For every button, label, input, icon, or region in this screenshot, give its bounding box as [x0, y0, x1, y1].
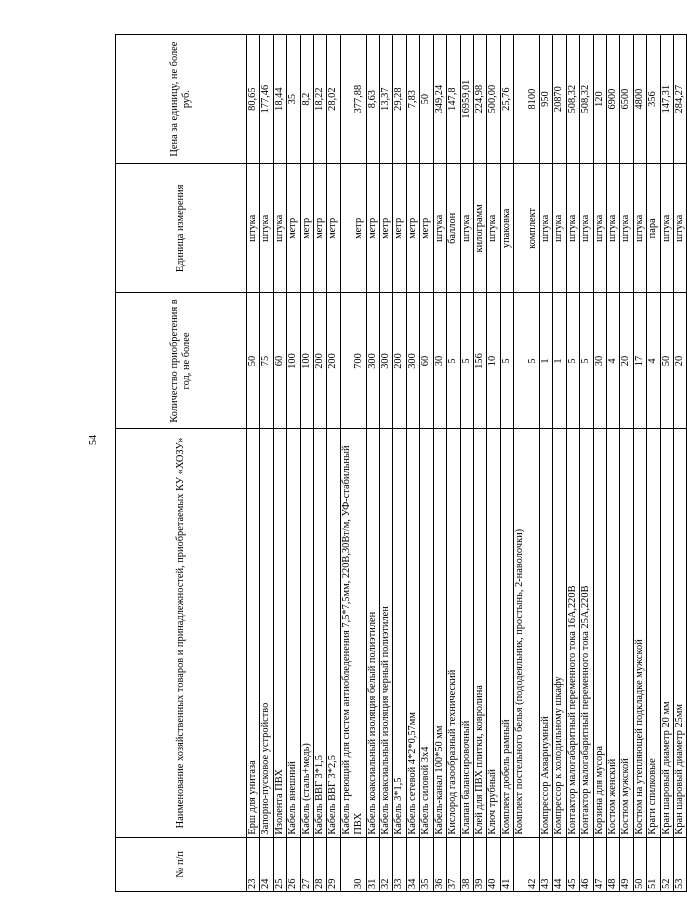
cell-name: Клапан балансировочный [460, 429, 473, 837]
table-row [300, 35, 313, 892]
cell-price: 349,24 [433, 35, 446, 164]
table-row [420, 35, 433, 892]
cell-price: 8,63 [366, 35, 379, 164]
table-row [433, 35, 446, 892]
cell-price: 8100 [514, 35, 540, 164]
cell-quantity: 1 [539, 293, 552, 429]
cell-number: 47 [593, 837, 606, 891]
cell-number: 49 [620, 837, 633, 891]
table-row [539, 35, 552, 892]
cell-name: Компрессор к холодильному шкафу [553, 429, 566, 837]
cell-number: 32 [380, 837, 393, 891]
table-row [487, 35, 500, 892]
cell-price: 500,00 [487, 35, 500, 164]
cell-quantity: 60 [420, 293, 433, 429]
cell-price: 356 [647, 35, 660, 164]
cell-name: Костюм мужской [620, 429, 633, 837]
cell-number: 46 [580, 837, 593, 891]
cell-price: 50 [420, 35, 433, 164]
cell-quantity: 5 [514, 293, 540, 429]
cell-unit: штука [580, 164, 593, 293]
page-number: 54 [88, 435, 99, 445]
cell-name: Краги спилковые [647, 429, 660, 837]
cell-number: 29 [327, 837, 340, 891]
cell-price: 8,2 [300, 35, 313, 164]
cell-name: Кабель-канал 100*50 мм [433, 429, 446, 837]
cell-name: Контактор малогабаритный переменного тока 16А,220В [566, 429, 579, 837]
header-price: Цена за единицу, не более руб. [116, 35, 247, 164]
cell-name: Кабель (сталь+медь) [300, 429, 313, 837]
cell-name: Кран шаровый диаметр 20 мм [660, 429, 673, 837]
cell-quantity: 50 [660, 293, 673, 429]
cell-quantity: 60 [273, 293, 286, 429]
cell-price: 950 [539, 35, 552, 164]
cell-number: 44 [553, 837, 566, 891]
cell-name: Контактор малогабаритный переменного тока 25А,220В [580, 429, 593, 837]
cell-price: 6900 [606, 35, 619, 164]
cell-price: 508,32 [580, 35, 593, 164]
cell-name: Корзина для мусора [593, 429, 606, 837]
cell-unit: метр [340, 164, 366, 293]
table-row [447, 35, 460, 892]
cell-number: 41 [500, 837, 513, 891]
cell-unit: штука [566, 164, 579, 293]
cell-unit: штука [606, 164, 619, 293]
cell-unit: килограмм [473, 164, 486, 293]
cell-price: 508,32 [566, 35, 579, 164]
cell-name: Компрессор Аквариумный [539, 429, 552, 837]
cell-unit: штука [553, 164, 566, 293]
cell-quantity: 5 [566, 293, 579, 429]
cell-name: Костюм женский [606, 429, 619, 837]
cell-number: 42 [514, 837, 540, 891]
cell-number: 45 [566, 837, 579, 891]
cell-number: 27 [300, 837, 313, 891]
cell-price: 28,02 [327, 35, 340, 164]
cell-number: 43 [539, 837, 552, 891]
cell-quantity: 30 [433, 293, 446, 429]
cell-price: 177,46 [260, 35, 273, 164]
cell-price: 6500 [620, 35, 633, 164]
cell-unit: баллон [447, 164, 460, 293]
cell-quantity: 300 [366, 293, 379, 429]
cell-quantity: 200 [314, 293, 327, 429]
cell-price: 18,22 [314, 35, 327, 164]
cell-number: 31 [366, 837, 379, 891]
cell-unit: штука [487, 164, 500, 293]
cell-number: 34 [406, 837, 419, 891]
cell-unit: метр [314, 164, 327, 293]
cell-price: 80,65 [247, 35, 260, 164]
cell-unit: метр [300, 164, 313, 293]
cell-unit: метр [393, 164, 406, 293]
cell-unit: штука [539, 164, 552, 293]
cell-unit: метр [287, 164, 300, 293]
table-row [580, 35, 593, 892]
cell-price: 29,28 [393, 35, 406, 164]
table-row [287, 35, 300, 892]
cell-name: Кабель коаксиальный изоляция черный полиэтилен [380, 429, 393, 837]
table-row [247, 35, 260, 892]
table-row [606, 35, 619, 892]
cell-price: 377,88 [340, 35, 366, 164]
cell-name: Ключ трубный [487, 429, 500, 837]
cell-quantity: 50 [247, 293, 260, 429]
cell-quantity: 20 [673, 293, 686, 429]
cell-quantity: 20 [620, 293, 633, 429]
cell-name: Изолента ПВХ [273, 429, 286, 837]
cell-price: 18,44 [273, 35, 286, 164]
cell-number: 53 [673, 837, 686, 891]
cell-quantity: 5 [447, 293, 460, 429]
cell-price: 147,31 [660, 35, 673, 164]
table-row [327, 35, 340, 892]
cell-name: Ерш для унитаза [247, 429, 260, 837]
cell-name: Кабель 3*1,5 [393, 429, 406, 837]
table-row [500, 35, 513, 892]
cell-quantity: 5 [580, 293, 593, 429]
cell-name: Костюм на утепляющей подкладке мужской [633, 429, 646, 837]
cell-number: 30 [340, 837, 366, 891]
cell-number: 37 [447, 837, 460, 891]
cell-quantity: 300 [406, 293, 419, 429]
goods-table [115, 34, 687, 892]
cell-name: Клей для ПВХ плитки, ковролина [473, 429, 486, 837]
cell-quantity: 5 [460, 293, 473, 429]
cell-unit: штука [620, 164, 633, 293]
cell-price: 120 [593, 35, 606, 164]
cell-price: 7,83 [406, 35, 419, 164]
header-unit: Единица измерения [116, 164, 247, 293]
cell-number: 26 [287, 837, 300, 891]
cell-unit: упаковка [500, 164, 513, 293]
cell-quantity: 300 [380, 293, 393, 429]
table-row [260, 35, 273, 892]
cell-name: Кабель коаксиальный изоляция белый полиэтилен [366, 429, 379, 837]
table-row [633, 35, 646, 892]
cell-price: 35 [287, 35, 300, 164]
table-row [380, 35, 393, 892]
table-row [660, 35, 673, 892]
cell-number: 38 [460, 837, 473, 891]
cell-number: 48 [606, 837, 619, 891]
cell-unit: штука [593, 164, 606, 293]
cell-name: Кабель ВВГ 3*2,5 [327, 429, 340, 837]
cell-quantity: 200 [327, 293, 340, 429]
cell-name: Кабель греющий для систем антиобледенения 7,5*7,5мм, 220В,30Вт/м, УФ-стабильный ПВХ [340, 429, 366, 837]
cell-number: 39 [473, 837, 486, 891]
table-row [647, 35, 660, 892]
cell-unit: штука [260, 164, 273, 293]
table-row [673, 35, 686, 892]
cell-price: 13,37 [380, 35, 393, 164]
cell-name: Кабель сетевой 4*2*0,57мм [406, 429, 419, 837]
cell-quantity: 700 [340, 293, 366, 429]
cell-number: 33 [393, 837, 406, 891]
table-row [593, 35, 606, 892]
cell-number: 40 [487, 837, 500, 891]
cell-name: Кабель силовой 3х4 [420, 429, 433, 837]
cell-number: 23 [247, 837, 260, 891]
cell-number: 28 [314, 837, 327, 891]
cell-number: 51 [647, 837, 660, 891]
cell-quantity: 1 [553, 293, 566, 429]
cell-number: 35 [420, 837, 433, 891]
cell-quantity: 4 [647, 293, 660, 429]
table-row [473, 35, 486, 892]
cell-quantity: 100 [300, 293, 313, 429]
table-header-row [116, 35, 247, 892]
header-quantity: Количество приобретения в год, не более [116, 293, 247, 429]
cell-name: Кислород газообразный технический [447, 429, 460, 837]
cell-unit: штука [633, 164, 646, 293]
cell-unit: метр [366, 164, 379, 293]
cell-quantity: 75 [260, 293, 273, 429]
table-row [620, 35, 633, 892]
rotated-page [115, 34, 685, 892]
cell-quantity: 17 [633, 293, 646, 429]
table-row [406, 35, 419, 892]
table-row [366, 35, 379, 892]
cell-price: 284,27 [673, 35, 686, 164]
cell-name: Комплект дюбель рамный [500, 429, 513, 837]
cell-quantity: 10 [487, 293, 500, 429]
cell-unit: штука [247, 164, 260, 293]
cell-unit: пара [647, 164, 660, 293]
cell-name: Запорно-пусковое устройство [260, 429, 273, 837]
table-row [393, 35, 406, 892]
cell-quantity: 100 [287, 293, 300, 429]
table-row [553, 35, 566, 892]
cell-name: Кабель ВВГ 3*1,5 [314, 429, 327, 837]
cell-unit: метр [420, 164, 433, 293]
table-row [340, 35, 366, 892]
cell-quantity: 30 [593, 293, 606, 429]
cell-price: 147,8 [447, 35, 460, 164]
cell-number: 25 [273, 837, 286, 891]
cell-unit: комплект [514, 164, 540, 293]
table-row [514, 35, 540, 892]
cell-name: Кабель внешний [287, 429, 300, 837]
cell-quantity: 156 [473, 293, 486, 429]
table-row [273, 35, 286, 892]
cell-unit: штука [460, 164, 473, 293]
cell-quantity: 4 [606, 293, 619, 429]
cell-price: 25,76 [500, 35, 513, 164]
cell-name: Комплект постельного белья (пододеяльник, простынь, 2-наволочки) [514, 429, 540, 837]
cell-unit: метр [406, 164, 419, 293]
table-row [314, 35, 327, 892]
cell-price: 20870 [553, 35, 566, 164]
table-row [566, 35, 579, 892]
cell-unit: метр [380, 164, 393, 293]
cell-number: 36 [433, 837, 446, 891]
cell-price: 224,98 [473, 35, 486, 164]
table-row [460, 35, 473, 892]
cell-unit: штука [273, 164, 286, 293]
cell-unit: метр [327, 164, 340, 293]
cell-quantity: 5 [500, 293, 513, 429]
cell-number: 52 [660, 837, 673, 891]
header-number: № п/п [116, 837, 247, 891]
cell-unit: штука [433, 164, 446, 293]
cell-unit: штука [673, 164, 686, 293]
cell-price: 16959,01 [460, 35, 473, 164]
cell-quantity: 200 [393, 293, 406, 429]
header-name: Наименование хозяйственных товаров и принадлежностей, приобретаемых КУ «ХОЗУ» [116, 429, 247, 837]
cell-number: 24 [260, 837, 273, 891]
cell-price: 4800 [633, 35, 646, 164]
cell-name: Кран шаровый диаметр 25мм [673, 429, 686, 837]
cell-unit: штука [660, 164, 673, 293]
cell-number: 50 [633, 837, 646, 891]
